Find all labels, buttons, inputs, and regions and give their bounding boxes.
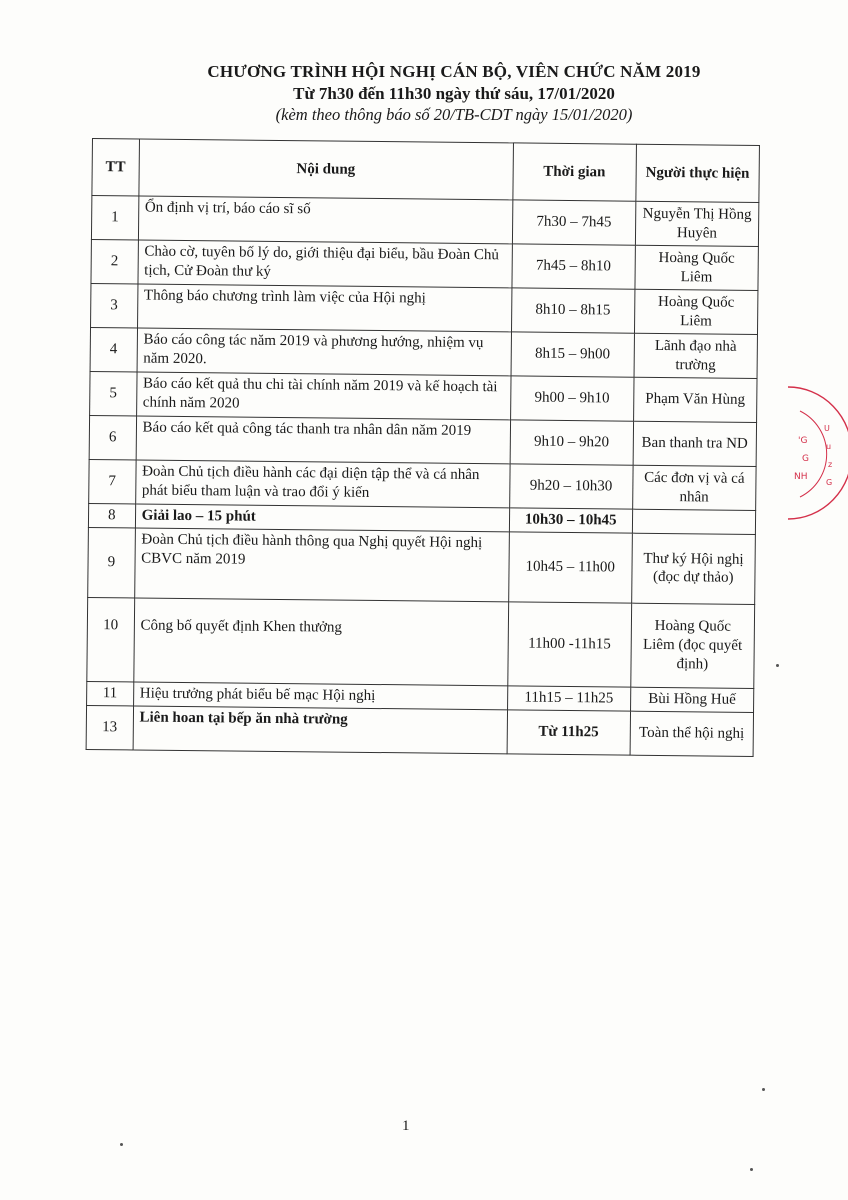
header-content: Nội dung bbox=[139, 139, 514, 200]
svg-text:'G: 'G bbox=[798, 436, 808, 446]
row-time: Từ 11h25 bbox=[507, 709, 631, 754]
row-time: 10h45 – 11h00 bbox=[508, 532, 632, 603]
row-time: 8h10 – 8h15 bbox=[511, 288, 635, 333]
row-tt: 4 bbox=[90, 327, 137, 371]
row-person: Lãnh đạo nhà trường bbox=[634, 333, 758, 378]
row-time: 11h15 – 11h25 bbox=[507, 686, 630, 711]
row-tt: 3 bbox=[91, 283, 138, 327]
row-person: Bùi Hồng Huế bbox=[630, 687, 753, 712]
row-person: Hoàng Quốc Liêm (đọc quyết định) bbox=[631, 603, 755, 688]
header-person: Người thực hiện bbox=[636, 144, 760, 202]
table-header-row bbox=[92, 139, 760, 203]
scan-speck bbox=[776, 664, 779, 667]
row-content: Báo cáo kết quả thu chi tài chính năm 2019 và kế hoạch tài chính năm 2020 bbox=[136, 372, 511, 420]
header-tt: TT bbox=[92, 139, 139, 196]
row-content: Công bố quyết định Khen thưởng bbox=[133, 598, 508, 686]
row-person: Nguyễn Thị Hồng Huyên bbox=[635, 201, 759, 246]
schedule-table bbox=[86, 138, 760, 756]
document-subtitle: Từ 7h30 đến 11h30 ngày thứ sáu, 17/01/2020 bbox=[293, 84, 615, 103]
scan-speck bbox=[120, 1143, 123, 1146]
table-row bbox=[91, 283, 758, 334]
row-person: Phạm Văn Hùng bbox=[633, 377, 757, 422]
svg-text:G: G bbox=[826, 478, 833, 487]
table-row bbox=[90, 327, 757, 378]
row-tt: 6 bbox=[89, 415, 136, 459]
page-number: 1 bbox=[402, 1118, 410, 1134]
document-title: CHƯƠNG TRÌNH HỘI NGHỊ CÁN BỘ, VIÊN CHỨC NĂM 2019 bbox=[207, 62, 701, 81]
document-reference: (kèm theo thông báo số 20/TB-CDT ngày 15/01/2020) bbox=[275, 105, 633, 124]
row-tt: 8 bbox=[88, 503, 135, 527]
scan-speck bbox=[762, 1088, 765, 1091]
svg-text:U: U bbox=[824, 424, 830, 433]
table-row bbox=[87, 597, 755, 688]
row-content: Liên hoan tại bếp ăn nhà trường bbox=[133, 705, 508, 753]
row-time: 7h30 – 7h45 bbox=[512, 200, 636, 245]
row-content: Chào cờ, tuyên bố lý do, giới thiệu đại biểu, bầu Đoàn Chủ tịch, Cử Đoàn thư ký bbox=[138, 240, 513, 288]
table-row bbox=[86, 705, 753, 756]
row-tt: 10 bbox=[87, 597, 134, 681]
row-content: Đoàn Chủ tịch điều hành các đại diện tập thể và cá nhân phát biểu tham luận và trao đổi ý kiến bbox=[135, 460, 510, 508]
row-time: 7h45 – 8h10 bbox=[512, 244, 636, 289]
row-tt: 9 bbox=[88, 527, 135, 597]
scan-speck bbox=[750, 1168, 753, 1171]
row-time: 9h00 – 9h10 bbox=[510, 376, 634, 421]
table-row bbox=[89, 459, 756, 510]
document-header bbox=[0, 62, 848, 125]
row-time: 10h30 – 10h45 bbox=[509, 508, 632, 533]
row-tt: 13 bbox=[86, 705, 133, 749]
row-content: Ổn định vị trí, báo cáo sĩ số bbox=[138, 196, 513, 244]
row-person: Toàn thể hội nghị bbox=[630, 711, 754, 756]
row-tt: 2 bbox=[91, 239, 138, 283]
row-tt: 1 bbox=[91, 196, 138, 240]
table-row bbox=[90, 371, 757, 422]
row-time: 8h15 – 9h00 bbox=[511, 332, 635, 377]
table-row bbox=[88, 527, 756, 604]
row-time: 11h00 -11h15 bbox=[507, 602, 631, 687]
table-row bbox=[89, 415, 756, 466]
row-tt: 7 bbox=[89, 459, 136, 503]
row-tt: 11 bbox=[87, 681, 134, 705]
header-time: Thời gian bbox=[513, 143, 637, 201]
row-content: Báo cáo công tác năm 2019 và phương hướng, nhiệm vụ năm 2020. bbox=[137, 328, 512, 376]
svg-text:G: G bbox=[802, 454, 809, 464]
row-time: 9h10 – 9h20 bbox=[510, 420, 634, 465]
row-person bbox=[632, 509, 755, 534]
row-tt: 5 bbox=[90, 371, 137, 415]
row-person: Ban thanh tra ND bbox=[633, 421, 757, 466]
row-time: 9h20 – 10h30 bbox=[509, 464, 633, 509]
row-person: Hoàng Quốc Liêm bbox=[634, 289, 758, 334]
svg-text:u: u bbox=[826, 442, 832, 451]
red-stamp-icon bbox=[780, 385, 848, 525]
row-content: Giải lao – 15 phút bbox=[135, 504, 509, 532]
svg-text:NH: NH bbox=[794, 472, 808, 482]
table-row bbox=[91, 196, 758, 247]
row-content: Báo cáo kết quả công tác thanh tra nhân dân năm 2019 bbox=[136, 416, 511, 464]
svg-text:z: z bbox=[828, 460, 833, 469]
row-person: Hoàng Quốc Liêm bbox=[635, 245, 759, 290]
row-content: Hiệu trưởng phát biểu bế mạc Hội nghị bbox=[133, 682, 507, 710]
table-row bbox=[91, 239, 758, 290]
row-content: Đoàn Chủ tịch điều hành thông qua Nghị quyết Hội nghị CBVC năm 2019 bbox=[134, 528, 509, 602]
row-person: Thư ký Hội nghị (đọc dự thảo) bbox=[631, 533, 755, 604]
row-person: Các đơn vị và cá nhân bbox=[632, 465, 756, 510]
row-content: Thông báo chương trình làm việc của Hội nghị bbox=[137, 284, 512, 332]
